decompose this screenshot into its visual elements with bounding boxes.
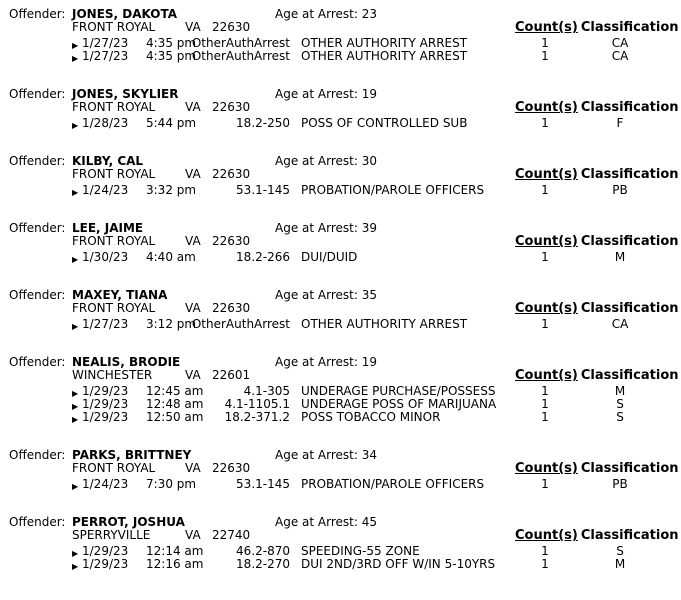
charge-counts: 1: [541, 477, 549, 491]
charges-column-headers: [515, 529, 679, 542]
charge-counts: 1: [541, 250, 549, 264]
charge-classification: S: [616, 544, 624, 558]
offender-city: FRONT ROYAL: [72, 461, 156, 475]
charge-counts: 1: [541, 410, 549, 424]
age-at-arrest: [275, 88, 377, 101]
charge-classification: PB: [612, 183, 628, 197]
charge-counts: 1: [541, 183, 549, 197]
counts-column-header: Count(s): [515, 528, 578, 543]
charge-description: UNDERAGE POSS OF MARIJUANA: [301, 397, 497, 411]
charge-row: [0, 558, 681, 571]
charge-classification: CA: [611, 317, 629, 331]
charge-classification: CA: [611, 49, 629, 63]
charge-rows: [0, 184, 681, 197]
charge-classification: M: [614, 250, 626, 264]
classification-column-header: Classification: [580, 167, 679, 182]
charges-column-headers: [515, 235, 679, 248]
age-at-arrest-label: Age at Arrest:: [275, 355, 358, 369]
charge-counts: 1: [541, 116, 549, 130]
classification-column-header: Classification: [580, 20, 679, 35]
offender-name: MAXEY, TIANA: [72, 288, 168, 302]
offender-label: Offender:: [9, 221, 66, 235]
offender-zip: 22630: [212, 461, 251, 475]
charge-row: [0, 478, 681, 491]
charge-marker-icon: ▶: [72, 121, 79, 130]
charge-description: OTHER AUTHORITY ARREST: [301, 36, 468, 50]
charge-code: OtherAuthArrest: [191, 317, 290, 331]
offender-name: LEE, JAIME: [72, 221, 144, 235]
offender-label: Offender:: [9, 448, 66, 462]
charge-rows: [0, 385, 681, 424]
charge-counts: 1: [541, 49, 549, 63]
charge-time: 3:12 pm: [146, 317, 197, 331]
charge-time: 12:48 am: [146, 397, 204, 411]
offender-label: Offender:: [9, 154, 66, 168]
age-at-arrest-value: 19: [361, 87, 377, 101]
charge-code: 53.1-145: [236, 183, 290, 197]
offender-label: Offender:: [9, 7, 66, 21]
age-at-arrest: [275, 8, 377, 21]
offender-zip: 22630: [212, 234, 251, 248]
age-at-arrest-value: 30: [361, 154, 377, 168]
age-at-arrest-value: 35: [361, 288, 377, 302]
charge-row: [0, 50, 681, 63]
charge-description: PROBATION/PAROLE OFFICERS: [301, 183, 485, 197]
charge-date: 1/30/23: [82, 250, 129, 264]
charge-code: 18.2-266: [236, 250, 290, 264]
charge-counts: 1: [541, 397, 549, 411]
offender-name: NEALIS, BRODIE: [72, 355, 181, 369]
age-at-arrest-label: Age at Arrest:: [275, 154, 358, 168]
charge-date: 1/29/23: [82, 384, 129, 398]
offender-record: [0, 449, 681, 491]
offender-address-line: [0, 529, 681, 542]
classification-column-header: Classification: [580, 100, 679, 115]
charge-code: 18.2-371.2: [224, 410, 290, 424]
charge-description: OTHER AUTHORITY ARREST: [301, 49, 468, 63]
offender-record: [0, 222, 681, 264]
charge-marker-icon: ▶: [72, 41, 79, 50]
classification-column-header: Classification: [580, 461, 679, 476]
charge-code: 4.1-1105.1: [224, 397, 290, 411]
charges-column-headers: [515, 101, 679, 114]
age-at-arrest-value: 23: [361, 7, 377, 21]
age-at-arrest: [275, 289, 377, 302]
offender-label: Offender:: [9, 87, 66, 101]
age-at-arrest: [275, 356, 377, 369]
offender-address-line: [0, 462, 681, 475]
classification-column-header: Classification: [580, 368, 679, 383]
charge-marker-icon: ▶: [72, 562, 79, 571]
charge-classification: CA: [611, 36, 629, 50]
charge-classification: M: [614, 384, 626, 398]
age-at-arrest-label: Age at Arrest:: [275, 288, 358, 302]
charge-counts: 1: [541, 317, 549, 331]
charge-rows: [0, 37, 681, 63]
offender-state: VA: [185, 234, 201, 248]
charges-column-headers: [515, 302, 679, 315]
charge-description: POSS TOBACCO MINOR: [301, 410, 441, 424]
classification-column-header: Classification: [580, 234, 679, 249]
charge-date: 1/27/23: [82, 49, 129, 63]
offender-city: FRONT ROYAL: [72, 301, 156, 315]
counts-column-header: Count(s): [515, 20, 578, 35]
charge-description: DUI/DUID: [301, 250, 358, 264]
charge-description: POSS OF CONTROLLED SUB: [301, 116, 468, 130]
charge-counts: 1: [541, 557, 549, 571]
classification-column-header: Classification: [580, 301, 679, 316]
offender-state: VA: [185, 100, 201, 114]
offender-name: JONES, SKYLIER: [72, 87, 179, 101]
offender-record: [0, 516, 681, 571]
charge-date: 1/29/23: [82, 410, 129, 424]
offender-state: VA: [185, 528, 201, 542]
offender-address-line: [0, 369, 681, 382]
charge-row: [0, 117, 681, 130]
charge-description: SPEEDING-55 ZONE: [301, 544, 420, 558]
offender-city: FRONT ROYAL: [72, 234, 156, 248]
offender-city: SPERRYVILLE: [72, 528, 151, 542]
charge-date: 1/29/23: [82, 397, 129, 411]
charge-time: 4:40 am: [146, 250, 196, 264]
charge-code: 4.1-305: [243, 384, 290, 398]
age-at-arrest-label: Age at Arrest:: [275, 87, 358, 101]
counts-column-header: Count(s): [515, 461, 578, 476]
charge-time: 4:35 pm: [146, 49, 197, 63]
charge-rows: [0, 318, 681, 331]
charge-counts: 1: [541, 384, 549, 398]
offender-name: PERROT, JOSHUA: [72, 515, 185, 529]
charges-column-headers: [515, 369, 679, 382]
charge-time: 12:50 am: [146, 410, 204, 424]
offender-city: FRONT ROYAL: [72, 167, 156, 181]
charge-date: 1/28/23: [82, 116, 129, 130]
offender-state: VA: [185, 461, 201, 475]
charge-date: 1/27/23: [82, 36, 129, 50]
charge-date: 1/27/23: [82, 317, 129, 331]
offender-record: [0, 356, 681, 424]
age-at-arrest-label: Age at Arrest:: [275, 221, 358, 235]
age-at-arrest: [275, 222, 377, 235]
charge-time: 12:14 am: [146, 544, 204, 558]
charge-row: [0, 184, 681, 197]
charge-counts: 1: [541, 36, 549, 50]
charge-marker-icon: ▶: [72, 255, 79, 264]
offender-state: VA: [185, 167, 201, 181]
charge-marker-icon: ▶: [72, 188, 79, 197]
charge-rows: [0, 251, 681, 264]
offender-address-line: [0, 302, 681, 315]
age-at-arrest-value: 34: [361, 448, 377, 462]
age-at-arrest-value: 39: [361, 221, 377, 235]
offender-label: Offender:: [9, 515, 66, 529]
charge-time: 7:30 pm: [146, 477, 197, 491]
charge-code: 46.2-870: [236, 544, 290, 558]
counts-column-header: Count(s): [515, 234, 578, 249]
offender-state: VA: [185, 20, 201, 34]
charge-description: UNDERAGE PURCHASE/POSSESS: [301, 384, 496, 398]
charge-row: [0, 411, 681, 424]
charge-time: 12:45 am: [146, 384, 204, 398]
offender-city: FRONT ROYAL: [72, 20, 156, 34]
charge-marker-icon: ▶: [72, 415, 79, 424]
charge-classification: PB: [612, 477, 628, 491]
charge-code: 53.1-145: [236, 477, 290, 491]
age-at-arrest: [275, 516, 377, 529]
age-at-arrest: [275, 449, 377, 462]
offender-address-line: [0, 235, 681, 248]
age-at-arrest-label: Age at Arrest:: [275, 448, 358, 462]
offender-zip: 22630: [212, 301, 251, 315]
offender-record: [0, 289, 681, 331]
charge-time: 5:44 pm: [146, 116, 197, 130]
classification-column-header: Classification: [580, 528, 679, 543]
offender-state: VA: [185, 368, 201, 382]
charge-counts: 1: [541, 544, 549, 558]
offender-record: [0, 155, 681, 197]
offender-name: PARKS, BRITTNEY: [72, 448, 192, 462]
charge-time: 12:16 am: [146, 557, 204, 571]
charges-column-headers: [515, 168, 679, 181]
charge-rows: [0, 478, 681, 491]
charge-code: 18.2-270: [236, 557, 290, 571]
offender-zip: 22630: [212, 167, 251, 181]
charge-classification: F: [616, 116, 624, 130]
offender-zip: 22630: [212, 100, 251, 114]
counts-column-header: Count(s): [515, 368, 578, 383]
offender-name: JONES, DAKOTA: [72, 7, 178, 21]
charge-row: [0, 318, 681, 331]
offender-city: FRONT ROYAL: [72, 100, 156, 114]
offender-state: VA: [185, 301, 201, 315]
offender-label: Offender:: [9, 355, 66, 369]
age-at-arrest-value: 45: [361, 515, 377, 529]
charge-classification: S: [616, 410, 624, 424]
charge-date: 1/24/23: [82, 477, 129, 491]
charge-rows: [0, 545, 681, 571]
counts-column-header: Count(s): [515, 167, 578, 182]
charge-marker-icon: ▶: [72, 402, 79, 411]
charge-date: 1/29/23: [82, 557, 129, 571]
offender-name: KILBY, CAL: [72, 154, 144, 168]
offender-address-line: [0, 168, 681, 181]
offender-address-line: [0, 101, 681, 114]
charge-code: OtherAuthArrest: [191, 36, 290, 50]
charge-row: [0, 251, 681, 264]
offender-record: [0, 8, 681, 63]
offender-zip: 22740: [212, 528, 251, 542]
offender-city: WINCHESTER: [72, 368, 153, 382]
charge-marker-icon: ▶: [72, 54, 79, 63]
counts-column-header: Count(s): [515, 100, 578, 115]
charge-date: 1/24/23: [82, 183, 129, 197]
age-at-arrest-label: Age at Arrest:: [275, 515, 358, 529]
offender-label: Offender:: [9, 288, 66, 302]
charge-time: 3:32 pm: [146, 183, 197, 197]
charge-marker-icon: ▶: [72, 482, 79, 491]
age-at-arrest: [275, 155, 377, 168]
charges-column-headers: [515, 21, 679, 34]
charge-description: OTHER AUTHORITY ARREST: [301, 317, 468, 331]
charge-time: 4:35 pm: [146, 36, 197, 50]
charge-date: 1/29/23: [82, 544, 129, 558]
offender-zip: 22630: [212, 20, 251, 34]
offender-zip: 22601: [212, 368, 251, 382]
charge-code: OtherAuthArrest: [191, 49, 290, 63]
charge-classification: M: [614, 557, 626, 571]
charge-marker-icon: ▶: [72, 322, 79, 331]
charge-marker-icon: ▶: [72, 549, 79, 558]
age-at-arrest-label: Age at Arrest:: [275, 7, 358, 21]
offender-address-line: [0, 21, 681, 34]
charge-marker-icon: ▶: [72, 389, 79, 398]
offender-record: [0, 88, 681, 130]
charge-description: DUI 2ND/3RD OFF W/IN 5-10YRS: [301, 557, 496, 571]
charges-column-headers: [515, 462, 679, 475]
charge-classification: S: [616, 397, 624, 411]
age-at-arrest-value: 19: [361, 355, 377, 369]
counts-column-header: Count(s): [515, 301, 578, 316]
charge-code: 18.2-250: [236, 116, 290, 130]
charge-rows: [0, 117, 681, 130]
charge-description: PROBATION/PAROLE OFFICERS: [301, 477, 485, 491]
